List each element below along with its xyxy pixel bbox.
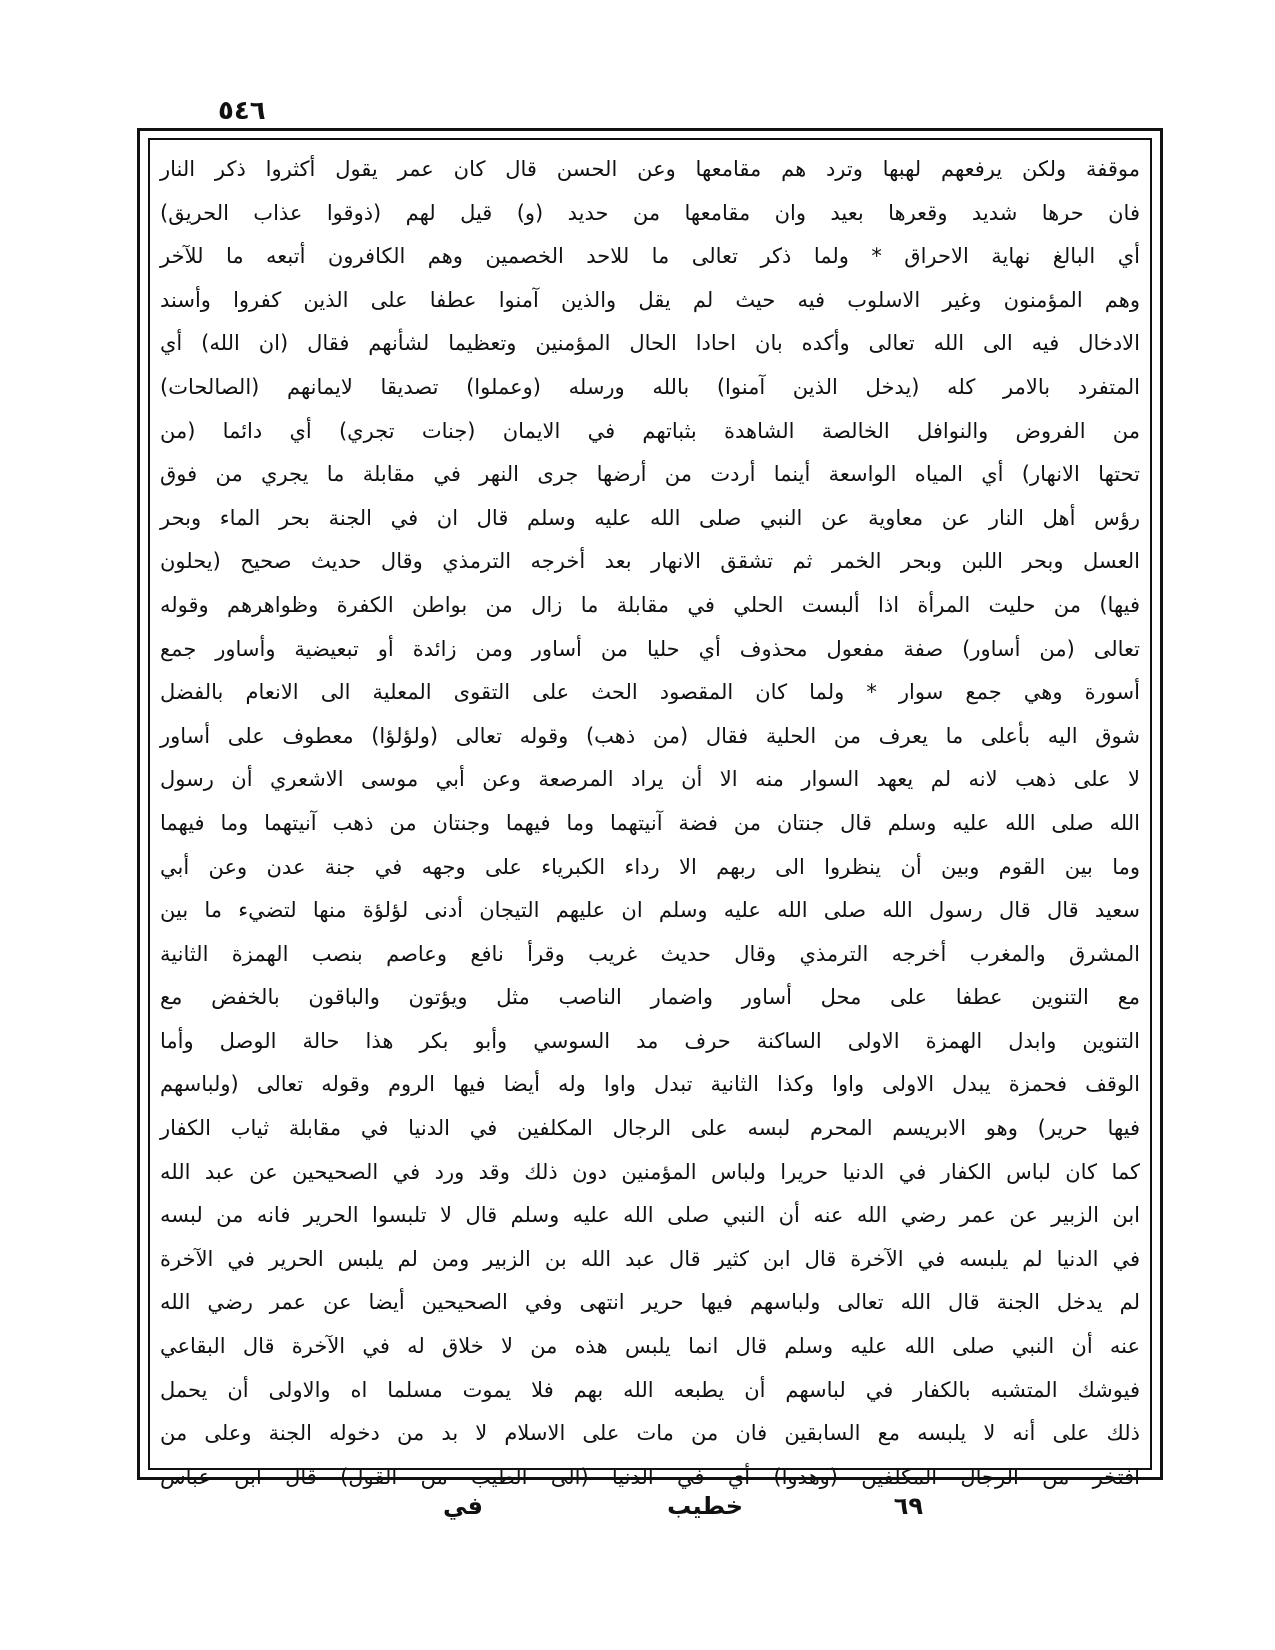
footer-author: خطيب <box>667 1492 743 1520</box>
text-line: عنه أن النبي صلى الله عليه وسلم قال انما يلبس هذه من لا خلاق له في الآخرة قال البقاعي <box>160 1334 1140 1359</box>
text-line: أي البالغ نهاية الاحراق * ولما ذكر تعالى ما للاحد الخصمين وهم الكافرون أتبعه ما للآخر <box>160 244 1140 269</box>
text-line: سعيد قال قال رسول الله صلى الله عليه وسلم ان عليهم التيجان أدنى لؤلؤة منها لتضيء ما بين <box>160 898 1140 923</box>
text-line: الله صلى الله عليه وسلم قال جنتان من فضة آنيتهما وما فيهما وجنتان من ذهب آنيتهما وما فيهما <box>160 810 1140 835</box>
text-line: التنوين وابدل الهمزة الاولى الساكنة حرف مد السوسي وأبو بكر هذا حالة الوصل وأما <box>160 1028 1140 1053</box>
text-line: فيها حرير) وهو الابريسم المحرم لبسه على الرجال المكلفين في الدنيا في مقابلة ثياب الكفار <box>160 1116 1140 1141</box>
text-line: مع التنوين عطفا على محل أساور واضمار الناصب مثل ويؤتون والباقون بالخفض مع <box>160 985 1140 1010</box>
text-line: الادخال فيه الى الله تعالى وأكده بان احادا الحال المؤمنين وتعظيما لشأنهم فقال (ان الله) أي <box>160 331 1140 356</box>
main-text-body <box>160 148 1140 1489</box>
page-frame-inner <box>148 138 1152 1489</box>
text-line: رؤس أهل النار عن معاوية عن النبي صلى الله عليه وسلم قال ان في الجنة بحر الماء وبحر <box>160 505 1140 530</box>
text-line: لم يدخل الجنة قال الله تعالى ولباسهم فيها حرير انتهى وفي الصحيحين أيضا عن عمر رضي الله <box>160 1290 1140 1315</box>
page-number: ٥٤٦ <box>218 96 266 126</box>
text-line: ذلك على أنه لا يلبسه مع السابقين فان من مات على الاسلام لا بد من دخوله الجنة وعلى من <box>160 1421 1140 1446</box>
text-line: فيها) من حليت المرأة اذا ألبست الحلي في مقابلة ما زال من بواطن الكفرة وظواهرهم وقوله <box>160 592 1140 617</box>
text-line: في الدنيا لم يلبسه في الآخرة قال ابن كثير قال عبد الله بن الزبير ومن لم يلبس الحرير في الآخرة <box>160 1246 1140 1271</box>
text-line: من الفروض والنوافل الخالصة الشاهدة بثباتهم في الايمان (جنات تجري) أي دائما (من <box>160 418 1140 443</box>
text-line: تعالى (من أساور) صفة مفعول محذوف أي حليا من أساور ومن زائدة أو تبعيضية وأساور جمع <box>160 636 1140 661</box>
text-line: كما كان لباس الكفار في الدنيا حريرا ولباس المؤمنين دون ذلك وقد ورد في الصحيحين عن عبد الله <box>160 1159 1140 1184</box>
text-line: فان حرها شديد وقعرها بعيد وان مقامعها من حديد (و) قيل لهم (ذوقوا عذاب الحريق) <box>160 200 1140 225</box>
page-footer <box>137 1484 1163 1534</box>
text-line: وما بين القوم وبين أن ينظروا الى ربهم الا رداء الكبرياء على وجهه في جنة عدن وعن أبي <box>160 854 1140 879</box>
text-line: المتفرد بالامر كله (يدخل الذين آمنوا) بالله ورسله (وعملوا) تصديقا لايمانهم (الصالحات) <box>160 374 1140 399</box>
text-line: موقفة ولكن يرفعهم لهبها وترد هم مقامعها وعن الحسن قال كان عمر يقول أكثروا ذكر النار <box>160 157 1140 181</box>
text-line: الوقف فحمزة يبدل الاولى واوا وكذا الثانية تبدل واوا وله أيضا فيها الروم وقوله تعالى (ولباسهم <box>160 1072 1140 1097</box>
text-line: المشرق والمغرب أخرجه الترمذي وقال حديث غريب وقرأ نافع وعاصم بنصب الهمزة الثانية <box>160 941 1140 966</box>
text-line: ابن الزبير عن عمر رضي الله عنه أن النبي صلى الله عليه وسلم قال لا تلبسوا الحرير فانه من لبسه <box>160 1203 1140 1228</box>
text-line: وهم المؤمنون وغير الاسلوب فيه حيث لم يقل والذين آمنوا عطفا على الذين كفروا وأسند <box>160 287 1140 312</box>
text-line: افتخر من الرجال المكلفين (وهدوا) أي في الدنيا (الى الطيب من القول) قال ابن عباس <box>160 1464 1140 1489</box>
footer-volume: في <box>443 1492 483 1520</box>
text-line: شوق اليه بأعلى ما يعرف من الحلية فقال (من ذهب) وقوله تعالى (ولؤلؤا) معطوف على أساور <box>160 723 1140 748</box>
text-line: أسورة وهي جمع سوار * ولما كان المقصود الحث على التقوى المعلية الى الانعام بالفضل <box>160 680 1140 705</box>
text-line: فيوشك المتشبه بالكفار في لباسهم أن يطبعه الله بهم فلا يموت مسلما اه والاولى أن يحمل <box>160 1377 1140 1402</box>
text-line: تحتها الانهار) أي المياه الواسعة أينما أردت من أرضها جرى النهر في مقابلة ما يجري من فوق <box>160 462 1140 487</box>
text-line: لا على ذهب لانه لم يعهد السوار منه الا أن يراد المرصعة وعن أبي موسى الاشعري أن رسول <box>160 767 1140 792</box>
text-line: العسل وبحر اللبن وبحر الخمر ثم تشقق الانهار بعد أخرجه الترمذي وقال حديث صحيح (يحلون <box>160 549 1140 574</box>
footer-page-number: ٦٩ <box>893 1492 923 1520</box>
